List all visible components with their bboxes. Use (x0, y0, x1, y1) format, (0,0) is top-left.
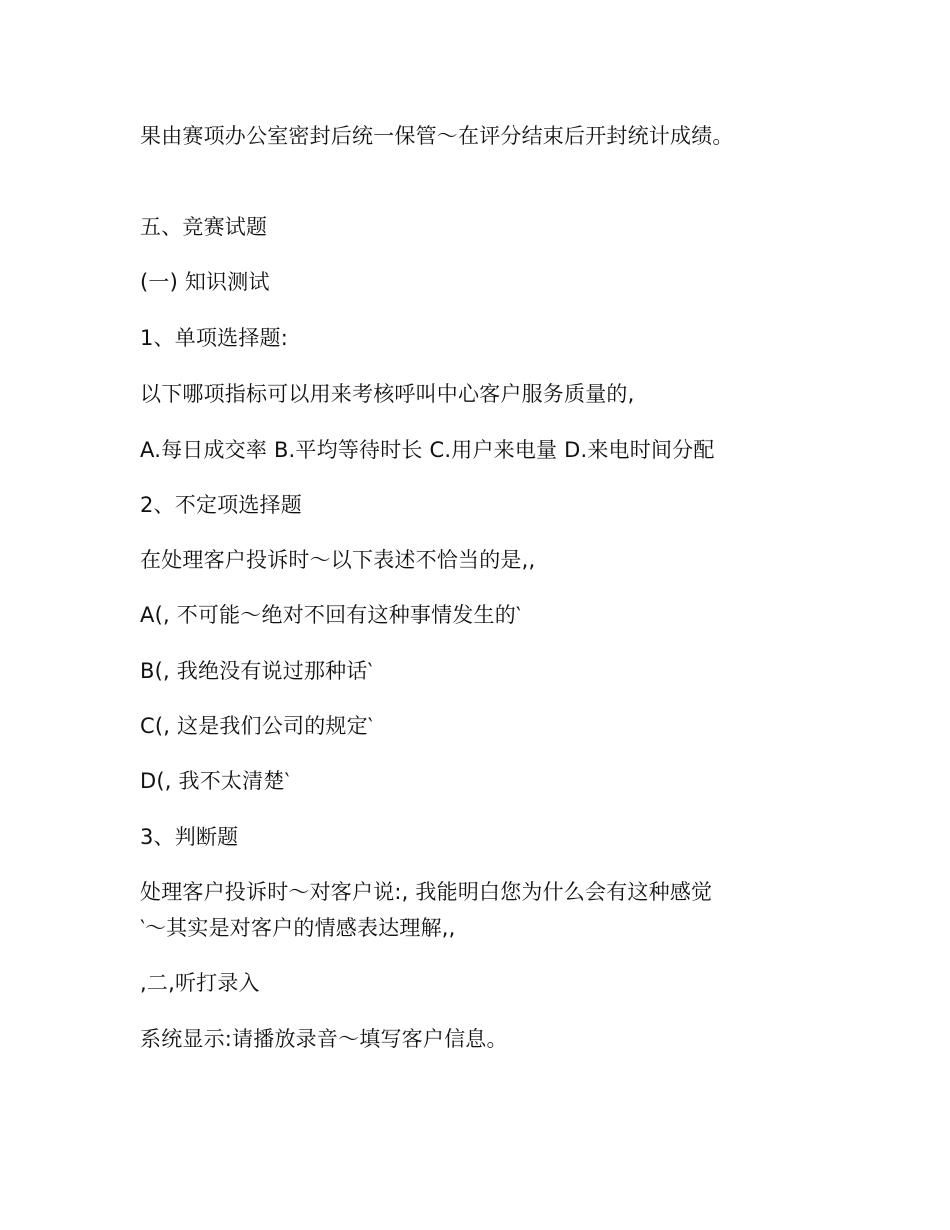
answer-option-d: D(, 我不太清楚‵ (140, 769, 290, 793)
answer-option-b: B(, 我绝没有说过那种话‵ (140, 659, 373, 683)
question-type-heading: 2、不定项选择题 (140, 493, 302, 517)
question-text-continuation: ‵～其实是对客户的情感表达理解,, (140, 916, 456, 940)
subsection-heading: (一) 知识测试 (140, 270, 270, 294)
question-type-heading: 3、判断题 (140, 825, 239, 849)
question-type-heading: 1、单项选择题: (140, 326, 289, 350)
answer-option-c: C(, 这是我们公司的规定‵ (140, 714, 373, 738)
answer-options: A.每日成交率 B.平均等待时长 C.用户来电量 D.来电时间分配 (140, 438, 715, 462)
question-text: 以下哪项指标可以用来考核呼叫中心客户服务质量的, (140, 382, 635, 406)
answer-option-a: A(, 不可能～绝对不回有这种事情发生的‵ (140, 603, 521, 627)
question-text: 处理客户投诉时～对客户说:, 我能明白您为什么会有这种感觉 (140, 880, 713, 904)
subsection-heading: ,二,听打录入 (140, 971, 260, 995)
instruction-text: 系统显示:请播放录音～填写客户信息。 (140, 1027, 508, 1051)
section-heading: 五、竞赛试题 (140, 215, 268, 239)
continuation-text: 果由赛项办公室密封后统一保管～在评分结束后开封统计成绩。 (140, 124, 734, 148)
question-text: 在处理客户投诉时～以下表述不恰当的是,, (140, 548, 536, 572)
